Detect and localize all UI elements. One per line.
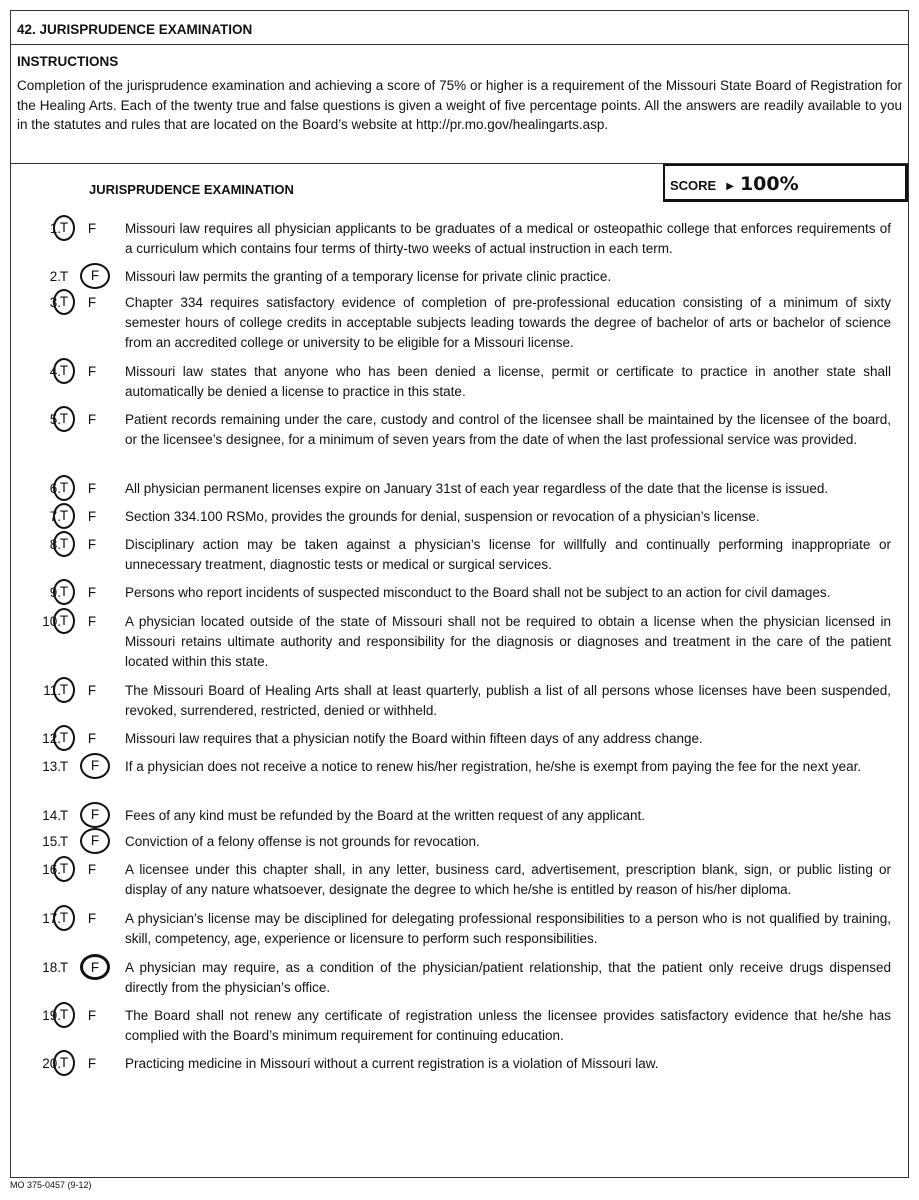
score-value: 100% — [739, 173, 799, 195]
true-option-circled[interactable]: T — [53, 1050, 75, 1076]
question-number: 11. — [43, 683, 61, 698]
question-text: Missouri law requires that a physician notify the Board within fifteen days of any address change. — [125, 731, 703, 746]
true-option-circled[interactable]: T — [53, 579, 75, 605]
question-number: 1. — [49, 221, 61, 236]
true-option-circled[interactable]: T — [53, 677, 75, 703]
question-number: 3. — [49, 295, 61, 310]
question-number: 17. — [42, 911, 61, 926]
false-option[interactable]: F — [87, 364, 97, 379]
false-option[interactable]: F — [87, 731, 97, 746]
question-text: Disciplinary action may be taken against a physician’s license for willfully and continually performing inappropriate or unnecessary treatment, diagnostic tests or medical or surgical services. — [125, 537, 891, 572]
true-option-circled[interactable]: T — [53, 608, 75, 634]
question-text: Fees of any kind must be refunded by the Board at the written request of any applicant. — [125, 808, 646, 823]
score-label: SCORE — [670, 178, 717, 193]
right-arrow-icon: ▶ — [726, 181, 734, 192]
false-option-circled[interactable]: F — [80, 802, 110, 828]
question-text: If a physician does not receive a notice to renew his/her registration, he/she is exempt from paying the fee for the next year. — [125, 759, 862, 774]
false-option-circled[interactable]: F — [80, 828, 110, 854]
question-number: 5. — [49, 412, 61, 427]
true-option-circled[interactable]: T — [53, 1002, 75, 1028]
true-option[interactable]: T — [59, 759, 69, 774]
true-option[interactable]: T — [59, 960, 69, 975]
question-number: 15. — [42, 834, 61, 849]
question-number: 12. — [42, 731, 61, 746]
true-option-circled[interactable]: T — [53, 215, 75, 241]
true-option[interactable]: T — [59, 269, 69, 284]
true-option-circled[interactable]: T — [53, 289, 75, 315]
true-option-circled[interactable]: T — [53, 475, 75, 501]
question-text: The Board shall not renew any certificate of registration unless the licensee provides satisfactory evidence that he/she has complied with the Board’s minimum requirement for continuing education. — [125, 1008, 891, 1043]
true-option-circled[interactable]: T — [53, 905, 75, 931]
question-text: Missouri law states that anyone who has been denied a license, permit or certificate to practice in another state shall automatically be denied a license to practice in this state. — [125, 364, 891, 399]
false-option-circled[interactable]: F — [80, 954, 110, 980]
false-option[interactable]: F — [87, 911, 97, 926]
true-option-circled[interactable]: T — [53, 531, 75, 557]
false-option[interactable]: F — [87, 614, 97, 629]
question-text: A physician may require, as a condition of the physician/patient relationship, that the patient only receive drugs dispensed directly from the physician’s office. — [125, 960, 891, 995]
score-box — [663, 164, 908, 202]
question-number: 10. — [42, 614, 61, 629]
false-option[interactable]: F — [87, 295, 97, 310]
question-text: Missouri law requires all physician applicants to be graduates of a medical or osteopathic college that enforces requirements of a curriculum which contains four terms of thirty-two weeks of actual instruction in each term. — [125, 221, 891, 256]
question-text: Section 334.100 RSMo, provides the grounds for denial, suspension or revocation of a physician’s license. — [125, 509, 760, 524]
instructions-body: Completion of the jurisprudence examination and achieving a score of 75% or higher is a requirement of the Missouri State Board of Registration for the Healing Arts. Each of the twenty true and false questions is given a weight of five percentage points. All the answers are readily available to you in the statutes and rules that are located on the Board’s website at http://pr.mo.gov/healingarts.asp. — [17, 78, 902, 132]
true-option-circled[interactable]: T — [53, 725, 75, 751]
true-option-circled[interactable]: T — [53, 406, 75, 432]
instructions-title: INSTRUCTIONS — [17, 54, 119, 69]
false-option-circled[interactable]: F — [80, 753, 110, 779]
question-text: A licensee under this chapter shall, in any letter, business card, advertisement, prescription blank, sign, or public listing or display of any nature whatsoever, designate the degree to which he/she is entitled by reason of his/her diploma. — [125, 862, 891, 897]
question-number: 19. — [42, 1008, 61, 1023]
false-option[interactable]: F — [87, 537, 97, 552]
question-text: The Missouri Board of Healing Arts shall at least quarterly, publish a list of all persons whose licenses have been suspended, revoked, surrendered, restricted, denied or withheld. — [125, 683, 891, 718]
question-number: 2. — [49, 269, 61, 284]
question-number: 9. — [49, 585, 61, 600]
question-number: 6. — [49, 481, 61, 496]
question-text: Missouri law permits the granting of a temporary license for private clinic practice. — [125, 269, 612, 284]
question-number: 13. — [42, 759, 61, 774]
exam-title: JURISPRUDENCE EXAMINATION — [89, 182, 294, 197]
question-number: 14. — [42, 808, 61, 823]
question-text: A physician located outside of the state of Missouri shall not be required to obtain a license when the physician licensed in Missouri retains ultimate authority and responsibility for the diagnosis or diagnoses and treatment in the care of the patient located within this state. — [125, 614, 891, 669]
question-number: 20. — [42, 1056, 61, 1071]
false-option-circled[interactable]: F — [80, 263, 110, 289]
false-option[interactable]: F — [87, 683, 97, 698]
false-option[interactable]: F — [87, 412, 97, 427]
instructions-block — [11, 45, 908, 164]
question-text: Conviction of a felony offense is not grounds for revocation. — [125, 834, 480, 849]
section-title: 42. JURISPRUDENCE EXAMINATION — [11, 11, 908, 45]
true-option-circled[interactable]: T — [53, 856, 75, 882]
question-text: Practicing medicine in Missouri without a current registration is a violation of Missouri law. — [125, 1056, 659, 1071]
question-text: Chapter 334 requires satisfactory evidence of completion of pre-professional education consisting of a minimum of sixty semester hours of college credits in acceptable subjects leading towards the degree of bachelor of arts or bachelor of science from an accredited college or university to be eligible for a Missouri license. — [125, 295, 891, 350]
false-option[interactable]: F — [87, 585, 97, 600]
false-option[interactable]: F — [87, 509, 97, 524]
question-number: 4. — [49, 364, 61, 379]
true-option-circled[interactable]: T — [53, 358, 75, 384]
question-text: All physician permanent licenses expire on January 31st of each year regardless of the date that the license is issued. — [125, 481, 829, 496]
false-option[interactable]: F — [87, 1008, 97, 1023]
exam-page — [10, 10, 909, 1178]
question-text: Persons who report incidents of suspected misconduct to the Board shall not be subject to an action for civil damages. — [125, 585, 831, 600]
question-text: A physician’s license may be disciplined for delegating professional responsibilities to a person who is not qualified by training, skill, competency, age, experience or licensure to perform such responsibilities. — [125, 911, 891, 946]
question-text: Patient records remaining under the care, custody and control of the licensee shall be maintained by the licensee of the board, or the licensee’s designee, for a minimum of seven years from the date of when the last professional service was provided. — [125, 412, 891, 447]
question-number: 8. — [49, 537, 61, 552]
true-option-circled[interactable]: T — [53, 503, 75, 529]
form-number: MO 375-0457 (9-12) — [10, 1180, 92, 1190]
false-option[interactable]: F — [87, 1056, 97, 1071]
false-option[interactable]: F — [87, 862, 97, 877]
false-option[interactable]: F — [87, 481, 97, 496]
question-number: 18. — [42, 960, 61, 975]
false-option[interactable]: F — [87, 221, 97, 236]
question-number: 16. — [42, 862, 61, 877]
true-option[interactable]: T — [59, 834, 69, 849]
true-option[interactable]: T — [59, 808, 69, 823]
question-number: 7. — [49, 509, 61, 524]
